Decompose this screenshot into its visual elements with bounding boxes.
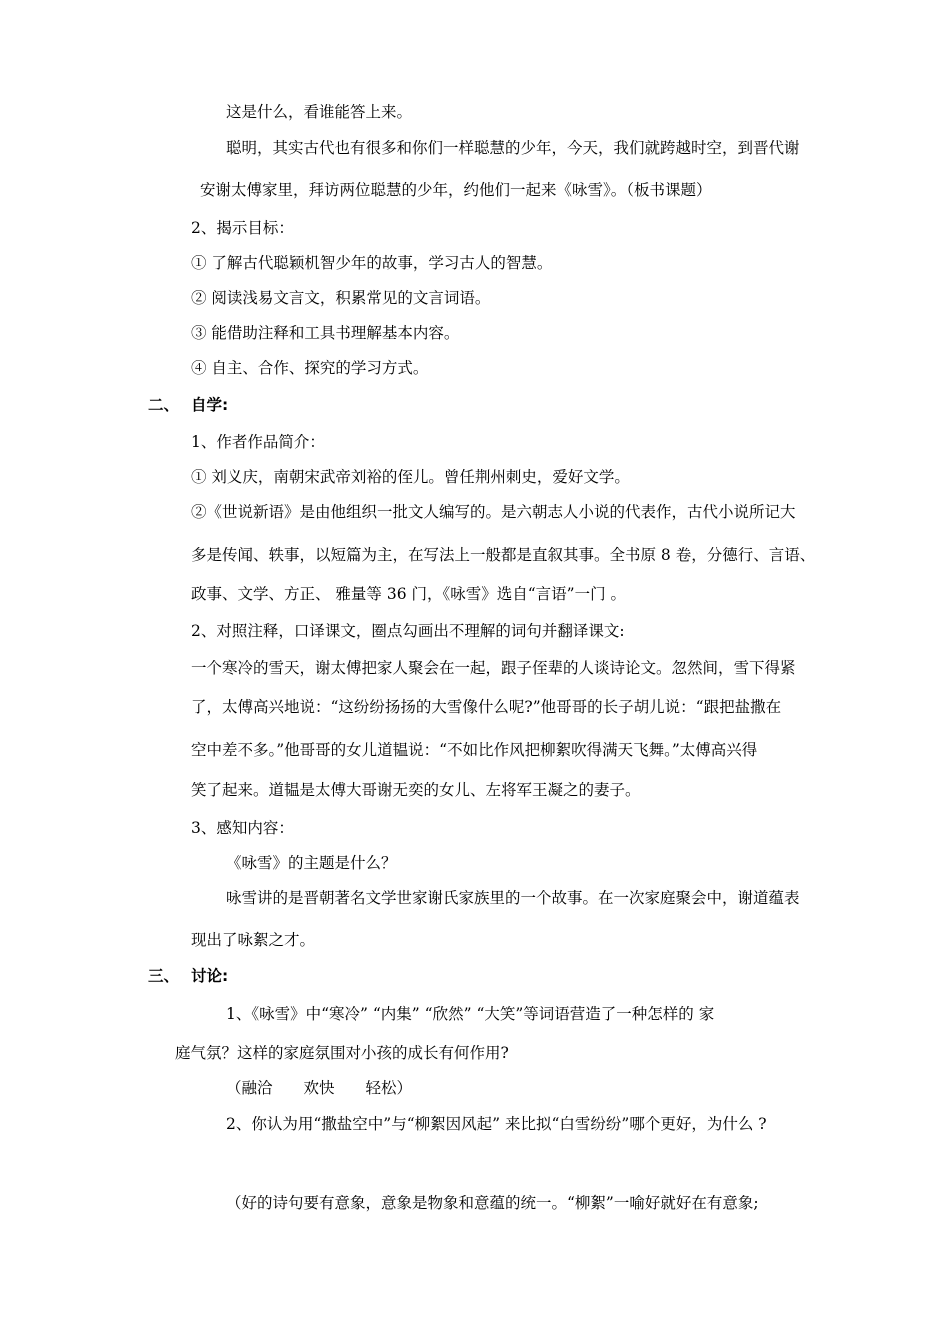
text-line: 2、揭示目标： bbox=[191, 219, 294, 237]
list-item: ③ 能借助注释和工具书理解基本内容。 bbox=[191, 324, 460, 342]
text-line: 现出了咏絮之才。 bbox=[191, 931, 316, 949]
text-line: 安谢太傅家里，拜访两位聪慧的少年，约他们一起来《咏雪》。（板书课题） bbox=[200, 181, 712, 199]
text-line: 咏雪讲的是晋朝著名文学世家谢氏家族里的一个故事。在一次家庭聚会中，谢道蕴表 bbox=[226, 889, 800, 907]
text-line: 2、对照注释，口译课文，圈点勾画出不理解的词句并翻译课文: bbox=[191, 622, 625, 640]
list-item: ① 了解古代聪颖机智少年的故事，学习古人的智慧。 bbox=[191, 254, 553, 272]
list-item: ① 刘义庆，南朝宋武帝刘裕的侄儿。曾任荆州刺史，爱好文学。 bbox=[191, 468, 630, 486]
section-title: 自学: bbox=[191, 396, 229, 414]
text-line: 2、你认为用“撒盐空中”与“柳絮因风起” 来比拟“白雪纷纷”哪个更好，为什么 ? bbox=[226, 1115, 767, 1133]
text-line: （好的诗句要有意象，意象是物象和意蕴的统一。“柳絮”一喻好就好在有意象; bbox=[226, 1194, 759, 1212]
text-line: 《咏雪》的主题是什么？ bbox=[226, 854, 397, 872]
list-item: ④ 自主、合作、探究的学习方式。 bbox=[191, 359, 429, 377]
section-number: 二、 bbox=[148, 396, 180, 414]
text-line: 多是传闻、轶事，以短篇为主，在写法上一般都是直叙其事。全书原 8 卷，分德行、言语、 bbox=[191, 546, 816, 564]
text-line: 一个寒冷的雪天，谢太傅把家人聚会在一起，跟子侄辈的人谈诗论文。忽然间，雪下得紧 bbox=[191, 659, 796, 677]
text-line: 庭气氛？这样的家庭氛围对小孩的成长有何作用? bbox=[175, 1044, 509, 1062]
section-number: 三、 bbox=[148, 967, 180, 985]
text-line: 空中差不多。”他哥哥的女儿道韫说：“不如比作风把柳絮吹得满天飞舞。”太傅高兴得 bbox=[191, 741, 758, 759]
list-item: ② 阅读浅易文言文，积累常见的文言词语。 bbox=[191, 289, 491, 307]
text-line: 了，太傅高兴地说：“这纷纷扬扬的大雪像什么呢?”他哥哥的长子胡儿说：“跟把盐撒在 bbox=[191, 698, 782, 716]
text-line: 3、感知内容： bbox=[191, 819, 294, 837]
text-line: 这是什么，看谁能答上来。 bbox=[226, 103, 413, 121]
text-line: （融洽 欢快 轻松） bbox=[226, 1079, 413, 1097]
text-line: 1、作者作品简介： bbox=[191, 433, 325, 451]
text-line: 聪明，其实古代也有很多和你们一样聪慧的少年，今天，我们就跨越时空，到晋代谢 bbox=[226, 139, 800, 157]
text-line: 政事、文学、方正、 雅量等 36 门，《咏雪》选自“言语”一门 。 bbox=[191, 585, 627, 603]
list-item: ②《世说新语》是由他组织一批文人编写的。是六朝志人小说的代表作，古代小说所记大 bbox=[191, 503, 796, 521]
text-line: 1、《咏雪》中“寒冷” “内集” “欣然” “大笑”等词语营造了一种怎样的 家 bbox=[226, 1005, 715, 1023]
section-title: 讨论: bbox=[191, 967, 229, 985]
text-line: 笑了起来。道韫是太傅大哥谢无奕的女儿、左将军王凝之的妻子。 bbox=[191, 781, 641, 799]
